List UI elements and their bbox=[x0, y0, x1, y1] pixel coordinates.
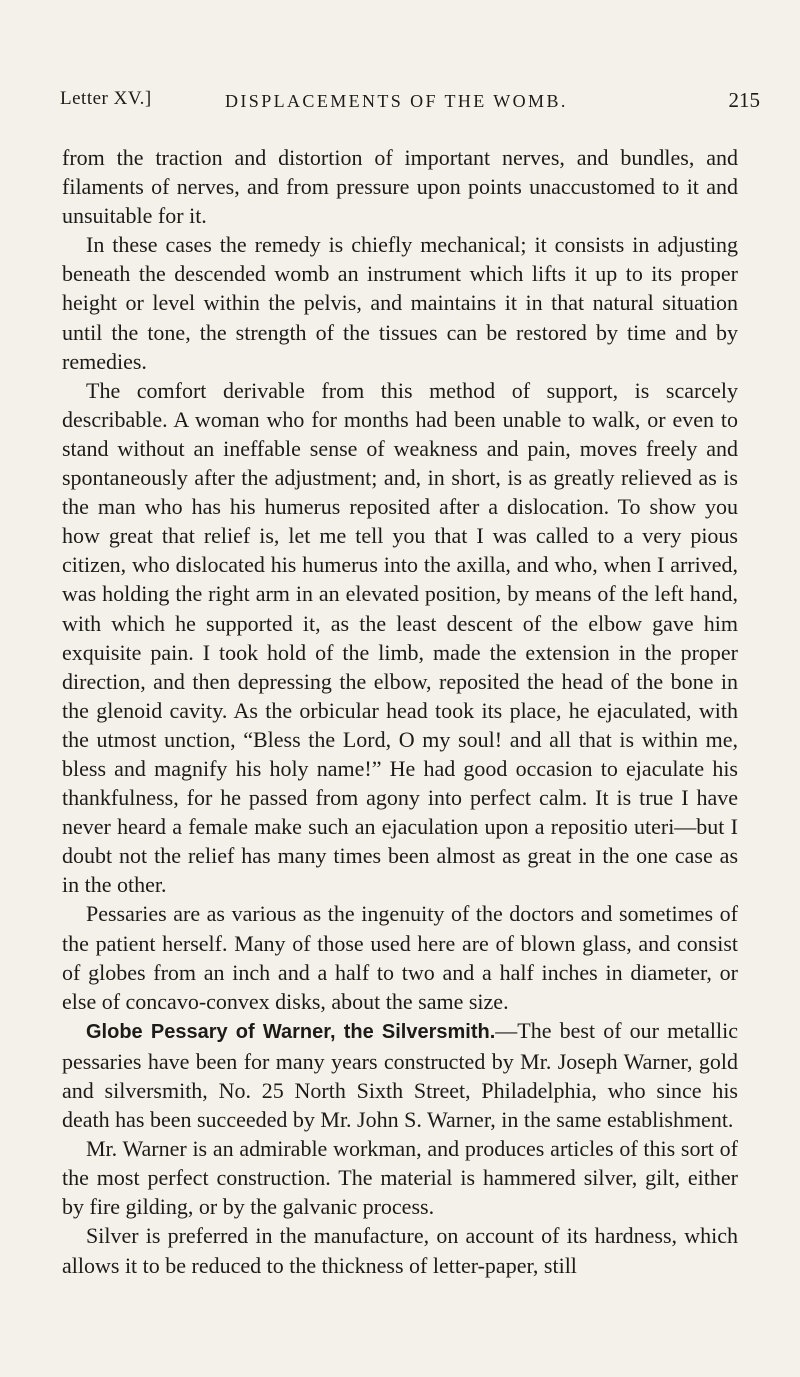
page-number: 215 bbox=[728, 88, 760, 112]
page-title: DISPLACEMENTS OF THE WOMB. bbox=[225, 91, 568, 111]
paragraph-continuation: from the traction and distortion of important nerves, and bundles, and filaments of nerves, and from pressure upon points unaccustomed to it and unsuitable for it. bbox=[62, 145, 738, 229]
section-heading-text: —The best of our metallic pessaries have been for many years constructed by Mr. Joseph Warner, gold and silversmith, No. 25 North Sixth Street, Philadelphia, who since his death has been succeeded by Mr. John S. Warner, in the same establishment. bbox=[62, 1017, 738, 1133]
paragraph-pessaries: Pessaries are as various as the ingenuity of the doctors and sometimes of the patient herself. Many of those used here are of blown glass, and consist of globes from an inch and a half to two and a half inches in diameter, or else of concavo-convex disks, about the same size. bbox=[62, 901, 738, 1014]
paragraph-remedy: In these cases the remedy is chiefly mechanical; it consists in adjusting beneath the descended womb an instrument which lifts it up to its proper height or level within the pelvis, and maintains it in that natural situation until the tone, the strength of the tissues can be restored by time and by remedies. bbox=[62, 232, 738, 374]
paragraph-comfort: The comfort derivable from this method of support, is scarcely describable. A woman who for months had been unable to walk, or even to stand without an ineffable sense of weakness and pain, moves freely and spontaneously after the adjustment; and, in short, is as greatly relieved as is the man who has his humerus reposited after a dislocation. To show you how great that relief is, let me tell you that I was called to a very pious citizen, who dislocated his humerus into the axilla, and who, when I arrived, was holding the right arm in an elevated position, by means of the left hand, with which he supported it, as the least descent of the elbow gave him exquisite pain. I took hold of the limb, made the extension in the proper direction, and then depressing the elbow, reposited the head of the bone in the glenoid cavity. As the orbicular head took its place, he ejaculated, with the utmost unction, “Bless the Lord, O my soul! and all that is within me, bless and magnify his holy name!” He had good occasion to ejaculate his thankfulness, for he passed from agony into perfect calm. It is true I have never heard a female make such an ejaculation upon a repositio uteri—but I doubt not the relief has many times been almost as great in the one case as in the other. bbox=[62, 377, 738, 898]
paragraph-globe-pessary bbox=[62, 1016, 738, 1134]
chapter-reference: Letter XV.] bbox=[60, 88, 152, 109]
paragraph-workman: Mr. Warner is an admirable workman, and produces articles of this sort of the most perfect construction. The material is hammered silver, gilt, either by fire gilding, or by the galvanic process. bbox=[62, 1136, 738, 1220]
section-heading: Globe Pessary of Warner, the Silversmith. bbox=[86, 1020, 496, 1043]
body-text bbox=[62, 143, 738, 1280]
running-head bbox=[60, 88, 760, 118]
paragraph-silver: Silver is preferred in the manufacture, on account of its hardness, which allows it to be reduced to the thickness of letter-paper, still bbox=[62, 1223, 738, 1278]
